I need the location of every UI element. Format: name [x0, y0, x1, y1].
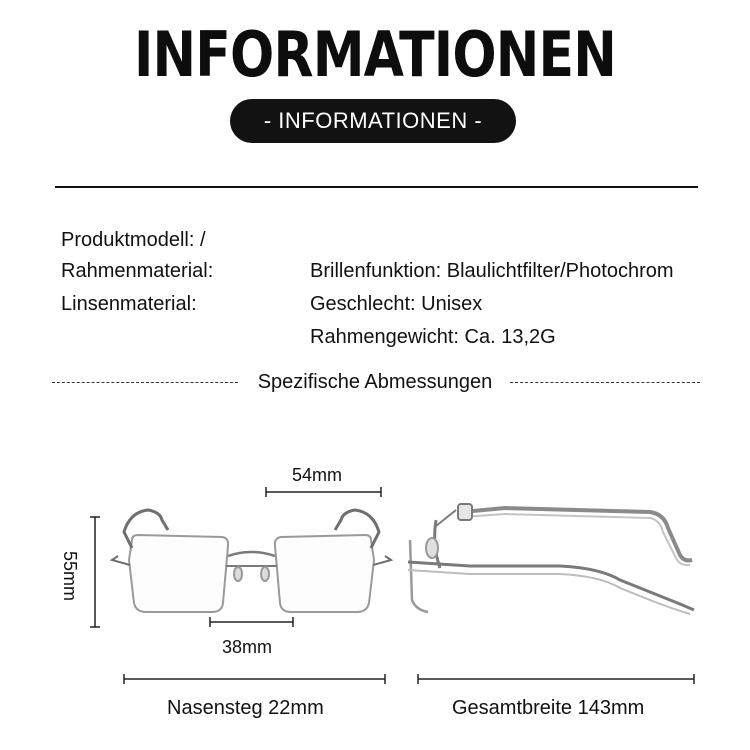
- label-lens-width: 54mm: [292, 465, 343, 485]
- measure-total-width-line: [418, 674, 694, 684]
- spec-rahmengewicht: Rahmengewicht: Ca. 13,2G: [310, 326, 556, 348]
- spec-brillenfunktion: Brillenfunktion: Blaulichtfilter/Photochrom: [310, 260, 674, 282]
- measure-bridge-line: [210, 617, 293, 627]
- front-view-glasses-icon: [112, 510, 391, 612]
- spec-produktmodell: Produktmodell: /: [61, 229, 206, 251]
- label-total-width: Gesamtbreite 143mm: [452, 697, 645, 719]
- spec-geschlecht: Geschlecht: Unisex: [310, 293, 483, 315]
- label-nose-bridge: Nasensteg 22mm: [167, 697, 324, 719]
- dimensions-section-label: Spezifische Abmessungen: [257, 371, 493, 393]
- label-bridge-gap: 38mm: [222, 637, 273, 657]
- measure-nose-bridge-line: [124, 674, 385, 684]
- measure-lens-width-line: [266, 487, 381, 497]
- label-lens-height: 55mm: [60, 550, 80, 601]
- spec-rahmenmaterial: Rahmenmaterial:: [61, 260, 214, 282]
- spec-linsenmaterial: Linsenmaterial:: [61, 293, 197, 315]
- side-view-glasses-icon: [408, 504, 694, 614]
- subtitle-pill: - INFORMATIONEN -: [230, 99, 516, 143]
- measure-lens-height-line: [90, 517, 100, 627]
- page-title: INFORMATIONEN: [133, 18, 617, 91]
